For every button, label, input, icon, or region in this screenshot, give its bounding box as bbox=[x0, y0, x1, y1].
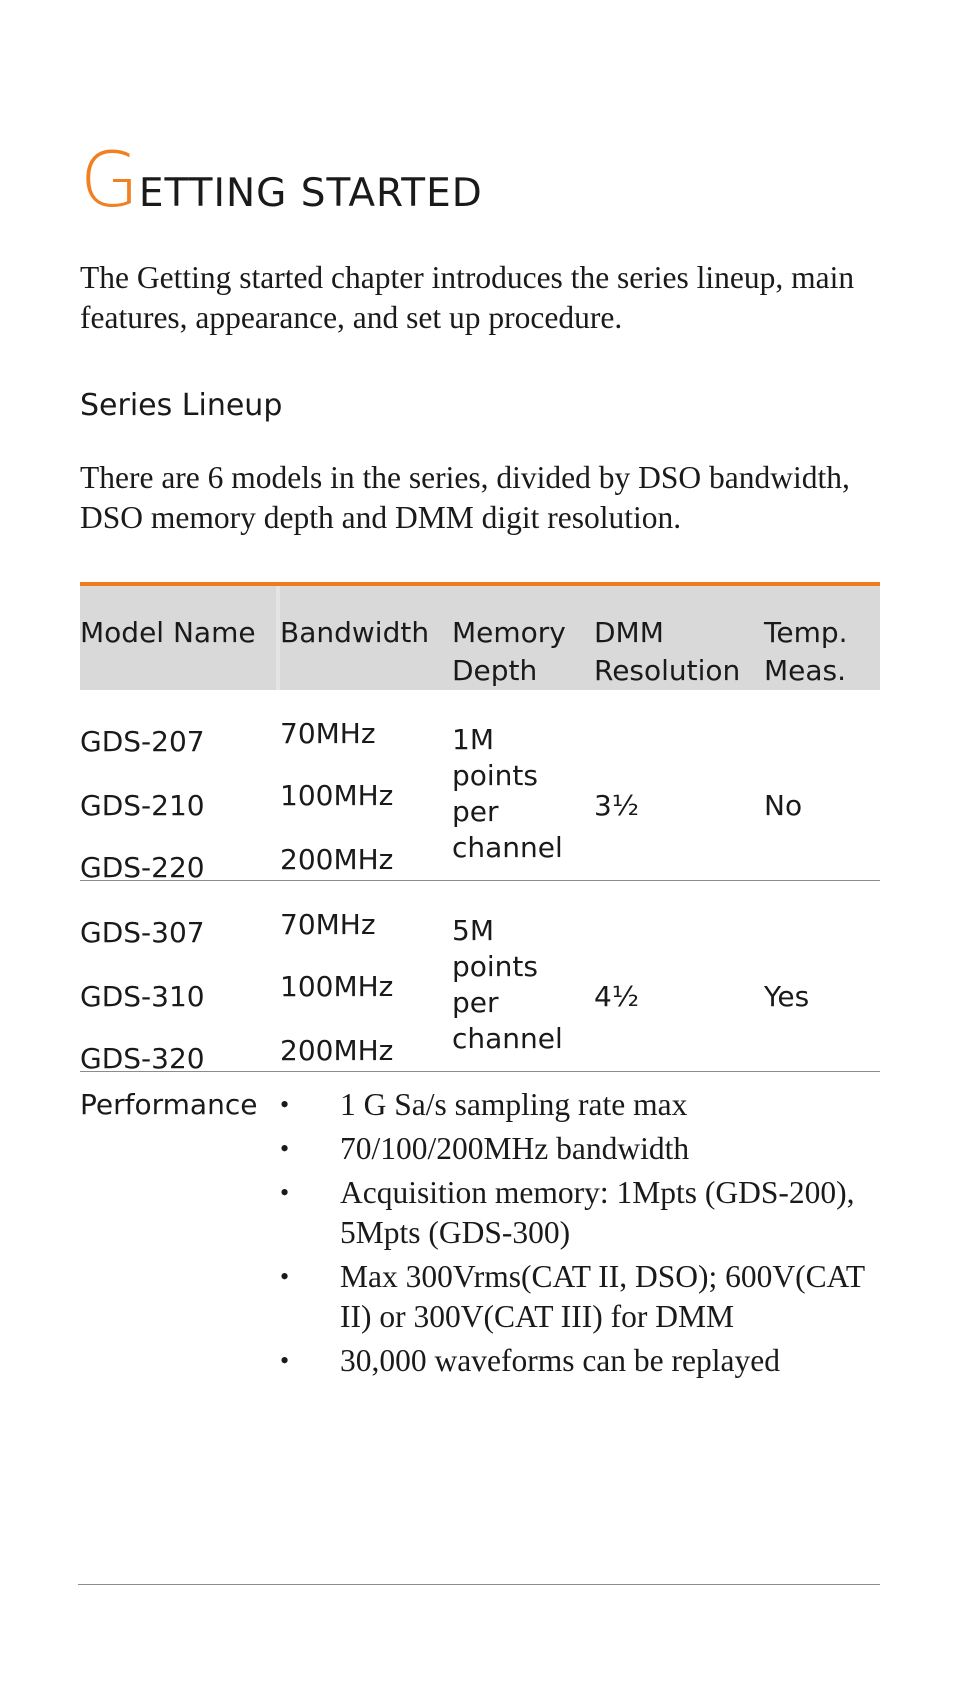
dmm-resolution-cell: 3½ bbox=[594, 789, 639, 822]
bandwidth-cell: 200MHz bbox=[280, 1034, 394, 1067]
list-item-text: Acquisition memory: 1Mpts (GDS-200), 5Mpts (GDS-300) bbox=[340, 1175, 855, 1250]
dmm-resolution-cell: 4½ bbox=[594, 980, 639, 1013]
table-header-row bbox=[80, 582, 880, 690]
intro-paragraph: The Getting started chapter introduces the series lineup, main features, appearance, and set up procedure. bbox=[80, 260, 855, 335]
list-item-text: 1 G Sa/s sampling rate max bbox=[340, 1087, 688, 1122]
performance-label: Performance bbox=[80, 1088, 258, 1121]
model-name-cell: GDS-310 bbox=[80, 980, 205, 1013]
memory-depth-cell bbox=[452, 913, 582, 1057]
list-item-text: 30,000 waveforms can be replayed bbox=[340, 1343, 780, 1378]
memory-line: points bbox=[452, 759, 538, 792]
section-description: There are 6 models in the series, divided by DSO bandwidth, DSO memory depth and DMM digit resolution. bbox=[80, 460, 850, 535]
chapter-title bbox=[80, 135, 483, 224]
bandwidth-cell: 100MHz bbox=[280, 779, 394, 812]
header-memory-line1: Memory bbox=[452, 616, 566, 649]
bandwidth-cell: 200MHz bbox=[280, 843, 394, 876]
memory-line: 5M bbox=[452, 914, 494, 947]
memory-line: channel bbox=[452, 1022, 563, 1055]
bullet-icon: • bbox=[280, 1178, 290, 1207]
model-name-cell: GDS-220 bbox=[80, 851, 205, 884]
list-item bbox=[280, 1085, 900, 1125]
model-name-cell: GDS-307 bbox=[80, 916, 205, 949]
bullet-icon: • bbox=[280, 1346, 290, 1375]
header-memory-line2: Depth bbox=[452, 654, 538, 687]
memory-depth-cell bbox=[452, 722, 582, 866]
header-dmm-line2: Resolution bbox=[594, 654, 741, 687]
list-item-text: Max 300Vrms(CAT II, DSO); 600V(CAT II) or 300V(CAT III) for DMM bbox=[340, 1259, 865, 1334]
list-item-text: 70/100/200MHz bandwidth bbox=[340, 1131, 690, 1166]
list-item bbox=[280, 1257, 900, 1337]
memory-line: channel bbox=[452, 831, 563, 864]
header-temp-line1: Temp. bbox=[764, 616, 848, 649]
header-dmm-resolution bbox=[594, 614, 740, 690]
memory-line: points bbox=[452, 950, 538, 983]
chapter-title-text: ETTING STARTED bbox=[138, 171, 483, 216]
series-lineup-table bbox=[80, 582, 880, 1075]
header-memory-depth bbox=[452, 614, 566, 690]
bullet-icon: • bbox=[280, 1090, 290, 1119]
header-dmm-line1: DMM bbox=[594, 616, 664, 649]
bandwidth-cell: 70MHz bbox=[280, 717, 376, 750]
table-row-group bbox=[80, 690, 880, 884]
bandwidth-cell: 70MHz bbox=[280, 908, 376, 941]
chapter-title-initial: G bbox=[80, 135, 137, 224]
temp-meas-cell: No bbox=[764, 789, 803, 822]
model-name-cell: GDS-210 bbox=[80, 789, 205, 822]
memory-line: per bbox=[452, 795, 499, 828]
memory-line: per bbox=[452, 986, 499, 1019]
performance-list bbox=[280, 1085, 900, 1385]
bullet-icon: • bbox=[280, 1134, 290, 1163]
memory-line: 1M bbox=[452, 723, 494, 756]
bandwidth-cell: 100MHz bbox=[280, 970, 394, 1003]
bullet-icon: • bbox=[280, 1262, 290, 1291]
list-item bbox=[280, 1341, 900, 1381]
header-temp-line2: Meas. bbox=[764, 654, 847, 687]
model-name-cell: GDS-320 bbox=[80, 1042, 205, 1075]
model-name-cell: GDS-207 bbox=[80, 725, 205, 758]
footer-rule bbox=[78, 1584, 880, 1585]
list-item bbox=[280, 1173, 900, 1253]
header-bandwidth: Bandwidth bbox=[280, 616, 430, 649]
section-heading: Series Lineup bbox=[80, 388, 283, 423]
list-item bbox=[280, 1129, 900, 1169]
header-temp-meas bbox=[764, 614, 848, 690]
temp-meas-cell: Yes bbox=[764, 980, 810, 1013]
table-row-group bbox=[80, 881, 880, 1075]
header-model-name: Model Name bbox=[80, 616, 256, 649]
